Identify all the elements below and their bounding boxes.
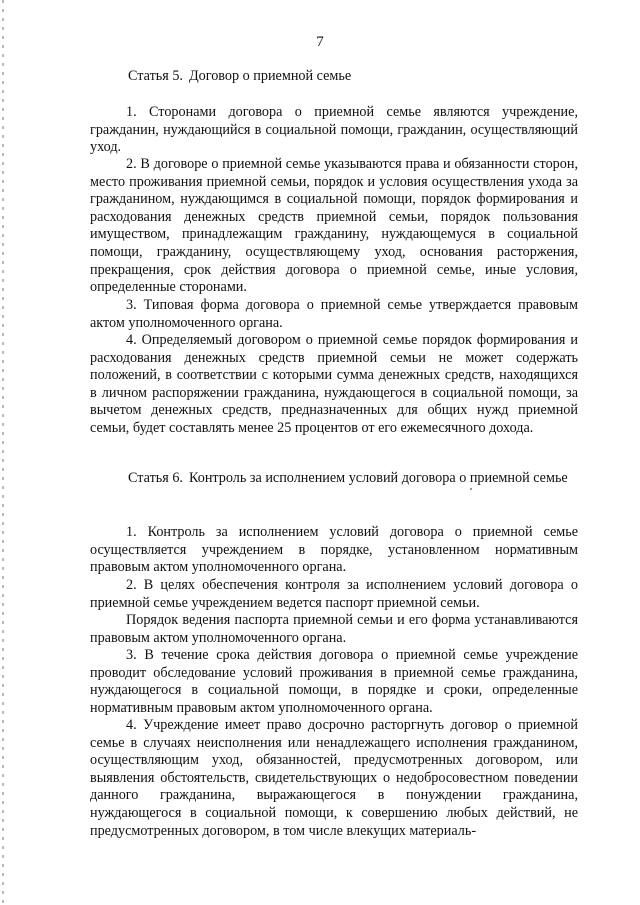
article-5-paragraph-4: 4. Определяемый договором о приемной семье порядок формирования и расходования денежных средств приемной семьи не может содержать положений, в соответствии с которыми сумма денежных средств, находящихся в личном распоряжении гражданина, нуждающегося в социальной помощи, за вычетом денежных средств, предназначенных для общих нужд приемной семьи, будет составлять менее 25 процентов от его ежемесячного дохода. bbox=[90, 332, 578, 436]
article-6-number: Статья 6. bbox=[128, 470, 183, 486]
scan-speck bbox=[470, 488, 472, 490]
article-6-heading bbox=[128, 470, 578, 487]
article-5-title: Договор о приемной семье bbox=[188, 68, 352, 84]
article-5-paragraph-1: 1. Сторонами договора о приемной семье являются учреждение, гражданин, нуждающийся в социальной помощи, гражданин, осуществляющий уход. bbox=[90, 104, 578, 156]
article-6-paragraph-2: 2. В целях обеспечения контроля за исполнением условий договора о приемной семье учреждением ведется паспорт приемной семьи. bbox=[90, 577, 578, 611]
page-number: 7 bbox=[316, 34, 324, 50]
article-6-title: Контроль за исполнением условий договора о приемной семье bbox=[188, 470, 568, 486]
article-6-paragraph-5: 4. Учреждение имеет право досрочно расторгнуть договор о приемной семье в случаях неисполнения или ненадлежащего исполнения гражданином, осуществляющим уход, обязанностей, предусмотренных договором, или выявления обстоятельств, свидетельствующих о недобросовестном поведении данного гражданина, выражающегося в понуждении гражданина, нуждающегося в социальной помощи, к совершению любых действий, не предусмотренных договором, в том числе влекущих материаль- bbox=[90, 717, 578, 839]
article-5-heading bbox=[128, 68, 578, 85]
article-6-paragraph-3: Порядок ведения паспорта приемной семьи и его форма устанавливаются правовым актом уполномоченного органа. bbox=[90, 612, 578, 646]
scan-edge-marks bbox=[2, 0, 4, 905]
article-5-paragraph-2: 2. В договоре о приемной семье указываются права и обязанности сторон, место проживания приемной семьи, порядок и условия осуществления ухода за гражданином, нуждающимся в социальной помощи, порядок формирования и расходования денежных средств приемной семьи, порядок пользования имуществом, принадлежащим гражданину, нуждающемуся в социальной помощи, гражданину, осуществляющему уход, основания расторжения, прекращения, срок действия договора о приемной семье, иные условия, определенные сторонами. bbox=[90, 156, 578, 296]
article-6-paragraph-4: 3. В течение срока действия договора о приемной семье учреждение проводит обследование условий проживания в приемной семье гражданина, нуждающегося в социальной помощи, в порядке и сроки, определенные нормативным правовым актом уполномоченного органа. bbox=[90, 647, 578, 716]
article-5-number: Статья 5. bbox=[128, 68, 183, 84]
article-6-paragraph-1: 1. Контроль за исполнением условий договора о приемной семье осуществляется учреждением в порядке, установленном нормативным правовым актом уполномоченного органа. bbox=[90, 524, 578, 576]
article-5-paragraph-3: 3. Типовая форма договора о приемной семье утверждается правовым актом уполномоченного органа. bbox=[90, 297, 578, 331]
